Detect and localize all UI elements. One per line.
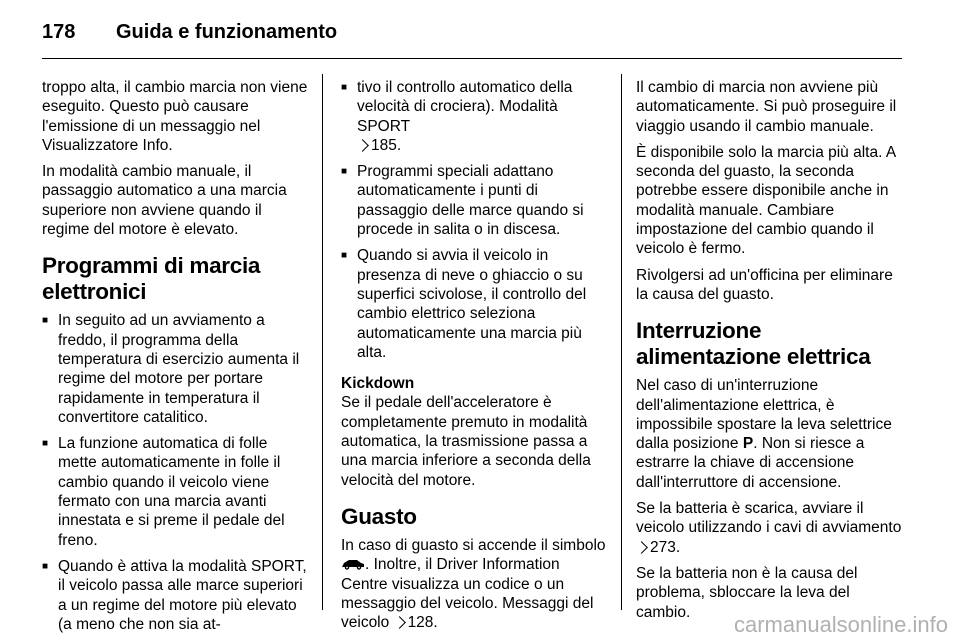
paragraph: È disponibile solo la marcia più alta. A seconda del guasto, la seconda potrebbe essere disponibile anche in modalità manuale. Cambiare impostazione del cambio quando il veicolo è fermo.	[636, 143, 896, 258]
header-divider	[42, 58, 902, 59]
section-heading-programmi: Programmi di marcia elettronici	[42, 253, 261, 305]
page-header	[42, 18, 902, 48]
paragraph: Se la batteria non è la causa del problema, sbloccare la leva del cambio.	[636, 564, 858, 621]
bullet-list	[341, 78, 607, 362]
section-heading-guasto: Guasto	[341, 503, 417, 529]
car-fault-icon	[341, 558, 365, 570]
paragraph: In modalità cambio manuale, il passaggio automatico a una marcia superiore non avviene quando il regime del motore è elevato.	[42, 163, 287, 239]
paragraph: troppo alta, il cambio marcia non viene eseguito. Questo può causare l'emissione di un messaggio nel Visualizzatore Info.	[42, 79, 308, 154]
paragraph-text: . Inoltre, il Driver Information Centre visualizza un codice o un messaggio del veicolo. Messaggi del veicolo	[341, 556, 594, 632]
list-item: ■ Quando è attiva la modalità SPORT, il veicolo passa alle marce superiori a un regime del motore più elevato (a meno che non sia at-	[42, 557, 308, 634]
subheading-kickdown: Kickdown	[341, 375, 415, 393]
list-item: ■ In seguito ad un avviamento a freddo, il programma della temperatura di esercizio aumenta il regime del motore per portare rapidamente in temperatura il convertitore catalitico.	[42, 311, 308, 427]
paragraph-text: Se la batteria è scarica, avviare il veicolo utilizzando i cavi di avviamento	[636, 500, 902, 537]
page-reference[interactable]: 128.	[407, 614, 438, 632]
paragraph-text: . Non si riesce a estrarre la chiave di accensione dall'interruttore di accensione.	[636, 435, 865, 491]
chapter-title: Guida e funzionamento	[116, 21, 338, 43]
section-heading-interruzione: Interruzione alimentazione elettrica	[636, 318, 871, 370]
column-divider-1	[322, 74, 323, 610]
list-item-continued	[341, 78, 607, 155]
reference-arrow-icon	[357, 139, 369, 151]
column-3	[636, 78, 902, 629]
gear-position-label: P	[742, 435, 754, 453]
paragraph-text: Nel caso di un'interruzione dell'alimentazione elettrica, è impossibile spostare la leva selettrice dalla posizione	[636, 377, 892, 453]
paragraph	[636, 499, 902, 557]
reference-arrow-icon	[636, 541, 648, 553]
column-1	[42, 78, 308, 641]
list-item: ■ La funzione automatica di folle mette automaticamente in folle il cambio quando il veicolo viene fermato con una marcia avanti innestata e si preme il pedale del freno.	[42, 434, 308, 550]
bullet-list	[42, 311, 308, 634]
paragraph: Rivolgersi ad un'officina per eliminare la causa del guasto.	[636, 266, 893, 303]
page-reference[interactable]: 273.	[650, 538, 681, 556]
list-item-text: tivo il controllo automatico della velocità di crociera). Modalità SPORT	[357, 79, 573, 135]
paragraph	[636, 376, 902, 492]
watermark: carmanualsonline.info	[733, 612, 948, 637]
column-2	[341, 78, 607, 639]
list-item: ■ Quando si avvia il veicolo in presenza di neve o ghiaccio o su superfici scivolose, il controllo del cambio elettrico seleziona automaticamente una marcia più alta.	[341, 246, 607, 362]
list-item: ■ Programmi speciali adattano automaticamente i punti di passaggio delle marce quando si procede in salita o in discesa.	[341, 162, 607, 239]
paragraph	[341, 536, 607, 632]
paragraph-text: In caso di guasto si accende il simbolo	[341, 536, 606, 554]
reference-arrow-icon	[394, 616, 406, 628]
paragraph: Il cambio di marcia non avviene più automaticamente. Si può proseguire il viaggio usando il cambio manuale.	[636, 79, 897, 135]
paragraph: Se il pedale dell'acceleratore è completamente premuto in modalità automatica, la trasmissione passa a una marcia inferiore a seconda della velocità del motore.	[341, 394, 591, 489]
column-divider-2	[621, 74, 622, 610]
page-number: 178	[42, 21, 76, 43]
page-reference[interactable]: 185.	[371, 136, 402, 154]
